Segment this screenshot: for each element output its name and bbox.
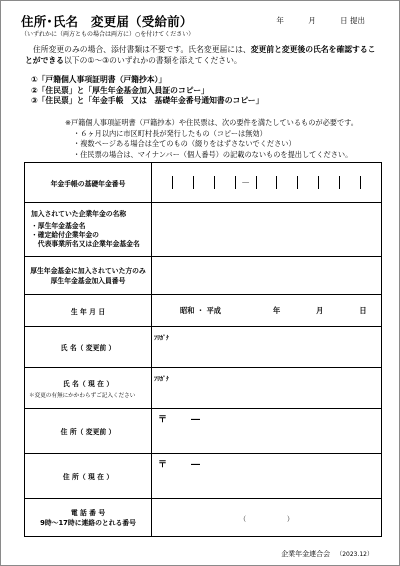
footer [281,549,373,559]
footer-code: （2023.12） [336,551,373,558]
required-documents [31,75,263,107]
era-options[interactable]: 昭和 ・ 平成 [180,305,221,315]
requirement-item: ・住民票の場合は、マイナンバー（個人番号）の記載のないものを提出してください。 [73,149,353,159]
postal-dash: ― [191,415,201,425]
name-current-label-cell [25,368,152,409]
requirement-item: ・６ヶ月以内に市区町村長が発行したもの（コピーは無効） [73,128,267,138]
fund-name-label: 加入されていた企業年金の名称 [31,210,127,218]
month-label: 月 [308,16,316,25]
postal-dash: ― [191,460,201,470]
fund-name-item: ・厚生年金基金名 [31,222,86,230]
name-before-label: 氏 名（ 変更前 ） [25,327,152,368]
document-option-2: ②「住民票」と「厚生年金基金加入員証のコピー」 [31,85,209,95]
address-before-label: 住 所（ 変更前 ） [25,409,152,454]
intro-text [25,45,381,66]
birth-month-label: 月 [316,305,324,315]
fund-name-field[interactable] [152,203,382,257]
document-requirements [65,118,358,160]
name-before-field[interactable] [152,327,382,368]
member-number-label-1: 厚生年金基金に加入されていた方のみ [30,266,146,275]
member-number-label-cell [25,257,152,295]
requirements-lead: ※戸籍個人事項証明書（戸籍抄本）や住民票は、次の要件を満たしているものが必要です。 [65,118,358,127]
phone-label-cell [25,499,152,537]
year-label: 年 [276,16,284,25]
form-title: 住所･氏名 変更届（受給前） [21,14,193,29]
postal-mark: 〒 [158,460,168,470]
fund-name-label-cell [25,203,152,257]
document-option-3: ③「住民票」と「年金手帳 又は 基礎年金番号通知書のコピー」 [31,96,264,106]
furigana-label: ﾌﾘｶﾞﾅ [154,334,170,342]
intro-part1: 住所変更のみの場合、添付書類は不要です。氏名変更届には、 [33,45,251,54]
fund-name-item: ・確定給付企業年金の [31,231,99,239]
fund-name-item: 代表事業所名又は企業年金基金名 [31,240,140,248]
member-number-label-2: 厚生年金基金加入員番号 [50,276,126,285]
submit-label: 提出 [350,16,365,25]
address-before-field[interactable] [152,409,382,454]
title-note: （いずれかに（両方ともの場合は両方に）○を付けてください） [21,31,195,38]
name-current-note: ＊変更の有無にかかわらずご記入ください [29,392,136,399]
birth-year-label: 年 [272,305,281,315]
postal-mark: 〒 [158,415,168,425]
pension-number-label: 年金手帳の基礎年金番号 [25,163,152,203]
birthdate-field[interactable] [152,295,382,327]
phone-label-1: 電 話 番 号 [70,508,106,517]
name-current-field[interactable] [152,368,382,409]
day-label: 日 [340,16,348,25]
submission-date [276,15,365,26]
requirement-item: ・複数ページある場合は全てのもの（綴りをはずさないでください） [73,139,296,148]
address-current-label: 住 所（ 現 在 ） [25,454,152,499]
address-current-field[interactable] [152,454,382,499]
phone-parens: （ ） [239,514,294,523]
birth-day-label: 日 [359,305,367,315]
pension-number-field[interactable] [152,163,382,203]
intro-bold: 変更前と変更後の氏名を確認することができる [25,45,376,65]
pension-number-dash: － [236,176,257,189]
intro-part2: 以下の①～③のいずれかの書類を添えてください。 [63,55,242,65]
document-option-1: ①「戸籍個人事項証明書（戸籍抄本）」 [31,75,167,84]
phone-label-2: 9時～17時に連絡のとれる番号 [40,518,136,527]
phone-field[interactable] [152,499,382,537]
application-form-table [24,162,382,537]
birthdate-label: 生 年 月 日 [25,295,152,327]
name-current-label: 氏 名（ 現 在 ） [62,379,114,388]
furigana-label: ﾌﾘｶﾞﾅ [154,375,170,383]
footer-org: 企業年金連合会 [281,550,331,558]
member-number-field[interactable] [152,257,382,295]
